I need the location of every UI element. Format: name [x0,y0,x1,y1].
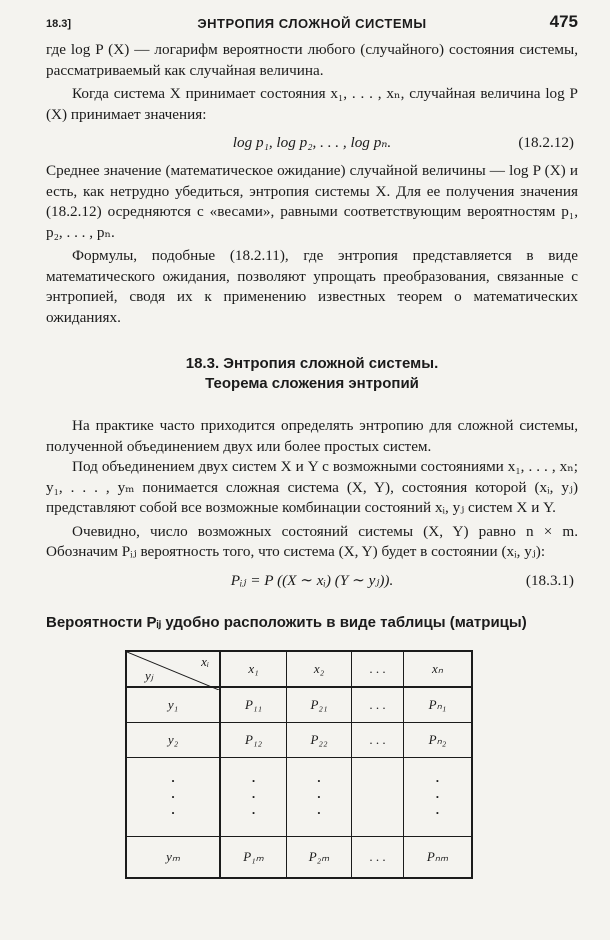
column-header: x₁ [220,651,286,687]
paragraph: Под объединением двух систем X и Y с возможными состояниями x₁, . . . , xₙ; y₁, . . . , yₘ понимается сложная система (X, Y), состояния которой (xᵢ, yⱼ) представляют собой все возможные комбинации состояний xᵢ, yⱼ систем X и Y. [46,458,578,516]
section-heading [46,354,578,394]
matrix-cell: P₂ₘ [286,837,351,879]
probability-matrix [125,650,473,879]
row-label: yₘ [126,837,220,879]
header-title: ЭНТРОПИЯ СЛОЖНОЙ СИСТЕМЫ [197,16,427,31]
formula-18-3-1 [46,563,578,599]
matrix-cell [351,758,403,837]
running-header [46,12,578,36]
matrix-cell: · · · [403,758,472,837]
corner-bottom-label: yⱼ [145,668,154,683]
matrix-cell: Pₙₘ [403,837,472,879]
paragraph: где log P (X) — логарифм вероятности любого (случайного) состояния системы, рассматриваемый как случайная величина. [46,41,578,79]
formula-18-2-12 [46,125,578,161]
matrix-cell: P₂₁ [286,687,351,723]
matrix-cell: P₁ₘ [220,837,286,879]
formula-expression: Pᵢⱼ = P ((X ∼ xᵢ) (Y ∼ yⱼ)). [230,571,394,589]
matrix-cell: P₂₂ [286,723,351,758]
page-body [46,40,578,633]
row-label: y₁ [126,687,220,723]
formula-expression: log p₁, log p₂, . . . , log pₙ. [232,134,392,151]
paragraph: Когда система X принимает состояния x₁, . . . , xₙ, случайная величина log P (X) принимает значения: [46,85,578,123]
formula-number: (18.3.1) [525,571,574,589]
paragraph: Очевидно, число возможных состояний системы (X, Y) равно n × m. Обозначим Pᵢⱼ вероятность того, что система (X, Y) будет в состоянии (xᵢ, yⱼ): [46,522,578,560]
matrix-cell: . . . [351,837,403,879]
formula-number: (18.2.12) [518,134,574,151]
matrix-cell: P₁₁ [220,687,286,723]
matrix-cell: P₁₂ [220,723,286,758]
paragraph: Среднее значение (математическое ожидание) случайной величины — log P (X) и есть, как нетрудно убедиться, энтропия системы X. Для ее получения значения (18.2.12) осредняются с «весами», равными соответствующим вероятностям p₁, p₂, . . . , pₙ. [46,162,578,241]
matrix-row [126,687,472,723]
paragraph: Формулы, подобные (18.2.11), где энтропия представляется в виде математического ожидания, позволяют упрощать преобразования, связанные с энтропией, сводя их к применению известных теорем о математических ожиданиях. [46,247,578,326]
matrix-cell: · · · [220,758,286,837]
column-header: xₙ [403,651,472,687]
section-heading-line: Теорема сложения энтропий [205,375,419,392]
matrix-cell: Pₙ₂ [403,723,472,758]
header-section-number: 18.3] [46,18,72,30]
matrix-header-row [126,651,472,687]
matrix-cell: . . . [351,687,403,723]
matrix-cell: Pₙ₁ [403,687,472,723]
row-label: · · · [126,758,220,837]
matrix-cell: · · · [286,758,351,837]
paragraph: Вероятности Pᵢⱼ удобно расположить в виде таблицы (матрицы) [46,613,527,631]
paragraph: На практике часто приходится определять энтропию для сложной системы, полученной объединением двух или более простых систем. [46,417,578,455]
row-label: y₂ [126,723,220,758]
matrix-corner-cell [126,651,220,687]
page-number: 475 [549,12,578,31]
column-header: x₂ [286,651,351,687]
matrix-row [126,723,472,758]
column-header: . . . [351,651,403,687]
matrix-cell: . . . [351,723,403,758]
corner-top-label: xᵢ [201,654,209,669]
section-heading-line: 18.3. Энтропия сложной системы. [185,355,439,372]
matrix-row-ellipsis [126,758,472,837]
matrix-row [126,837,472,879]
